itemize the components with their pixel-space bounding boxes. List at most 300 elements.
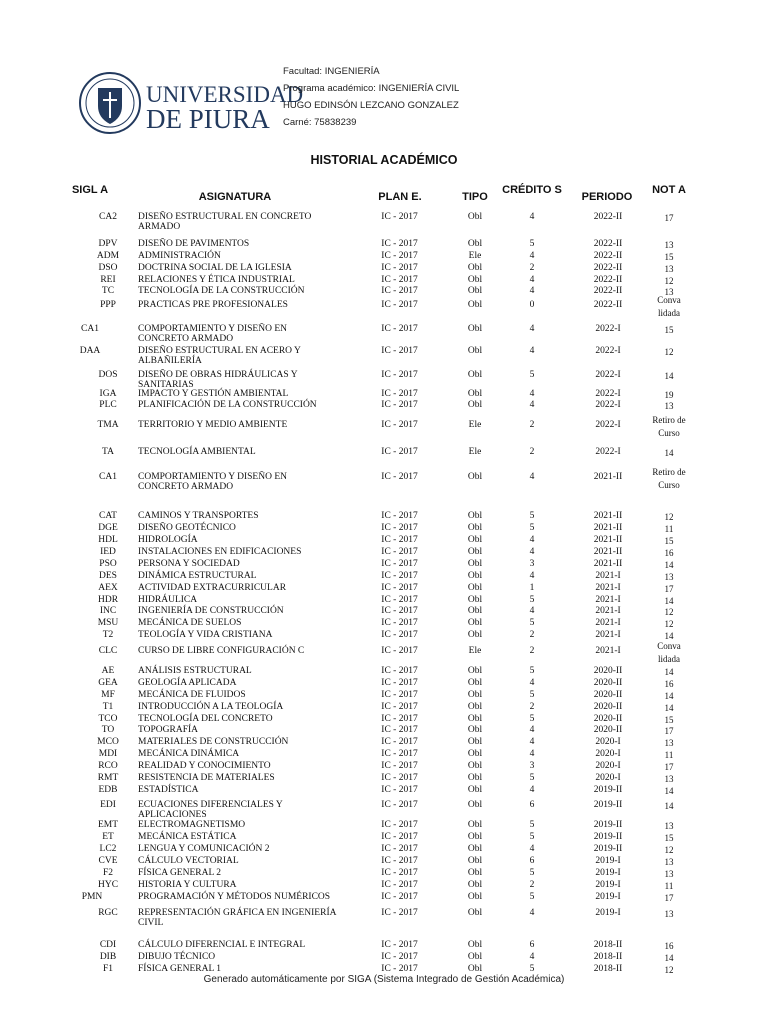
course-plan: IC - 2017 (381, 868, 418, 878)
course-period: 2019-I (595, 868, 621, 878)
course-name: CÁLCULO DIFERENCIAL E INTEGRAL (138, 940, 306, 950)
course-plan: IC - 2017 (381, 263, 418, 273)
course-plan: IC - 2017 (381, 286, 418, 296)
course-credits: 4 (529, 725, 535, 735)
course-period: 2021-II (593, 535, 623, 545)
course-code: CDI (99, 940, 117, 950)
course-credits: 2 (529, 880, 535, 890)
course-grade: 14 (664, 703, 674, 713)
course-credits: 5 (529, 511, 535, 521)
course-type: Obl (467, 212, 483, 222)
course-period: 2021-II (593, 472, 623, 482)
course-name: MATERIALES DE CONSTRUCCIÓN (138, 737, 289, 747)
course-name: MECÁNICA DE SUELOS (138, 618, 242, 628)
course-credits: 4 (529, 606, 535, 616)
student-id: Carné: 75838239 (283, 117, 357, 128)
course-type: Obl (467, 346, 483, 356)
course-grade: 14 (664, 667, 674, 677)
course-type: Obl (467, 749, 483, 759)
course-credits: 4 (529, 749, 535, 759)
course-grade: 15 (664, 715, 674, 725)
course-name: HIDROLOGÍA (138, 535, 198, 545)
course-name: DISEÑO ESTRUCTURAL EN ACERO Y ALBAÑILERÍA (138, 346, 301, 366)
course-period: 2020-II (593, 702, 623, 712)
course-plan: IC - 2017 (381, 856, 418, 866)
course-credits: 5 (529, 892, 535, 902)
course-period: 2020-II (593, 690, 623, 700)
course-period: 2020-I (595, 737, 621, 747)
course-plan: IC - 2017 (381, 618, 418, 628)
course-code: TO (101, 725, 115, 735)
course-grade: 14 (664, 560, 674, 570)
course-grade: 13 (664, 572, 674, 582)
course-grade: 13 (664, 240, 674, 250)
course-code: HYC (97, 880, 119, 890)
course-type: Obl (467, 737, 483, 747)
course-code: PSO (99, 559, 117, 569)
course-grade: 12 (664, 607, 674, 617)
course-code: DOS (98, 370, 118, 380)
course-plan: IC - 2017 (381, 880, 418, 890)
course-type: Obl (467, 400, 483, 410)
course-type: Obl (467, 761, 483, 771)
course-period: 2020-II (593, 725, 623, 735)
course-name: CURSO DE LIBRE CONFIGURACIÓN C (138, 646, 305, 656)
course-type: Obl (467, 964, 483, 974)
course-code: RCO (98, 761, 118, 771)
course-type: Obl (467, 630, 483, 640)
course-plan: IC - 2017 (381, 239, 418, 249)
course-plan: IC - 2017 (381, 389, 418, 399)
course-period: 2022-I (595, 346, 621, 356)
course-name: COMPORTAMIENTO Y DISEÑO EN CONCRETO ARMADO (138, 324, 287, 344)
course-name: DIBUJO TÉCNICO (138, 952, 216, 962)
course-grade: 14 (664, 631, 674, 641)
course-name: ESTADÍSTICA (138, 785, 199, 795)
course-credits: 2 (529, 447, 535, 457)
course-code: AEX (98, 583, 118, 593)
course-grade: 15 (664, 252, 674, 262)
course-period: 2022-II (593, 263, 623, 273)
course-credits: 5 (529, 714, 535, 724)
course-credits: 1 (529, 583, 535, 593)
course-credits: 4 (529, 389, 535, 399)
course-credits: 4 (529, 844, 535, 854)
course-type: Obl (467, 690, 483, 700)
course-plan: IC - 2017 (381, 472, 418, 482)
course-credits: 6 (529, 940, 535, 950)
course-code: TCO (98, 714, 118, 724)
course-type: Obl (467, 868, 483, 878)
course-grade: 12 (664, 512, 674, 522)
page-title: HISTORIAL ACADÉMICO (310, 153, 458, 167)
col-header-sigla: SIGL A (71, 184, 109, 196)
course-code: PLC (99, 400, 117, 410)
course-plan: IC - 2017 (381, 940, 418, 950)
course-period: 2022-II (593, 251, 623, 261)
course-name: MECÁNICA DINÁMICA (138, 749, 240, 759)
course-type: Obl (467, 844, 483, 854)
course-code: DAA (79, 346, 101, 356)
course-name: MECÁNICA DE FLUIDOS (138, 690, 246, 700)
course-type: Obl (467, 535, 483, 545)
course-code: EDI (100, 800, 116, 810)
course-plan: IC - 2017 (381, 300, 418, 310)
course-name: DISEÑO DE OBRAS HIDRÁULICAS Y SANITARIAS (138, 370, 298, 390)
course-code: MSU (97, 618, 119, 628)
course-credits: 4 (529, 678, 535, 688)
course-period: 2021-I (595, 646, 621, 656)
course-name: TERRITORIO Y MEDIO AMBIENTE (138, 420, 288, 430)
course-credits: 5 (529, 820, 535, 830)
course-grade: 13 (664, 287, 674, 297)
student-name: HUGO EDINSÓN LEZCANO GONZALEZ (283, 100, 459, 111)
course-grade: 13 (664, 401, 674, 411)
course-credits: 5 (529, 666, 535, 676)
course-type: Obl (467, 286, 483, 296)
course-period: 2022-II (593, 239, 623, 249)
course-grade: 11 (664, 750, 674, 760)
course-plan: IC - 2017 (381, 251, 418, 261)
course-name: GEOLOGÍA APLICADA (138, 678, 237, 688)
course-credits: 3 (529, 761, 535, 771)
course-credits: 4 (529, 547, 535, 557)
course-type: Obl (467, 263, 483, 273)
course-credits: 4 (529, 952, 535, 962)
course-name: MECÁNICA ESTÁTICA (138, 832, 237, 842)
course-period: 2022-I (595, 389, 621, 399)
course-plan: IC - 2017 (381, 547, 418, 557)
course-period: 2022-I (595, 447, 621, 457)
course-credits: 6 (529, 800, 535, 810)
course-grade: 13 (664, 909, 674, 919)
course-name: TEOLOGÍA Y VIDA CRISTIANA (138, 630, 273, 640)
course-credits: 4 (529, 251, 535, 261)
course-grade: 13 (664, 264, 674, 274)
course-plan: IC - 2017 (381, 785, 418, 795)
course-code: DIB (99, 952, 117, 962)
course-name: RESISTENCIA DE MATERIALES (138, 773, 275, 783)
course-credits: 4 (529, 785, 535, 795)
course-type: Ele (468, 646, 482, 656)
course-credits: 5 (529, 868, 535, 878)
course-grade: 16 (664, 679, 674, 689)
course-type: Obl (467, 702, 483, 712)
course-code: CA1 (81, 324, 99, 334)
course-code: MCO (97, 737, 119, 747)
course-credits: 0 (529, 300, 535, 310)
course-period: 2020-I (595, 761, 621, 771)
course-period: 2021-I (595, 618, 621, 628)
course-grade: 14 (664, 448, 674, 458)
course-code: HDR (97, 595, 119, 605)
course-period: 2021-I (595, 630, 621, 640)
course-credits: 4 (529, 212, 535, 222)
course-grade: 12 (664, 965, 674, 975)
course-plan: IC - 2017 (381, 324, 418, 334)
course-period: 2021-I (595, 595, 621, 605)
course-plan: IC - 2017 (381, 844, 418, 854)
course-credits: 5 (529, 595, 535, 605)
course-name: PLANIFICACIÓN DE LA CONSTRUCCIÓN (138, 400, 317, 410)
course-period: 2021-I (595, 571, 621, 581)
course-type: Obl (467, 300, 483, 310)
course-period: 2020-II (593, 678, 623, 688)
course-plan: IC - 2017 (381, 800, 418, 810)
course-period: 2022-II (593, 286, 623, 296)
course-credits: 4 (529, 535, 535, 545)
course-plan: IC - 2017 (381, 275, 418, 285)
course-grade: 17 (664, 762, 674, 772)
course-period: 2019-II (593, 832, 623, 842)
course-code: F1 (102, 964, 114, 974)
student-info (283, 63, 459, 131)
course-plan: IC - 2017 (381, 511, 418, 521)
course-grade: 16 (664, 941, 674, 951)
course-name: PRACTICAS PRE PROFESIONALES (138, 300, 288, 310)
course-grade: 14 (664, 801, 674, 811)
course-name: CAMINOS Y TRANSPORTES (138, 511, 259, 521)
course-code: CA1 (99, 472, 117, 482)
course-plan: IC - 2017 (381, 400, 418, 410)
course-period: 2022-I (595, 400, 621, 410)
course-grade: 14 (664, 691, 674, 701)
course-code: RGC (98, 908, 118, 918)
course-name: ANÁLISIS ESTRUCTURAL (138, 666, 252, 676)
course-grade: 14 (664, 953, 674, 963)
course-name: INTRODUCCIÓN A LA TEOLOGÍA (138, 702, 284, 712)
faculty-label: Facultad: INGENIERÍA (283, 66, 380, 77)
course-name: ECUACIONES DIFERENCIALES Y APLICACIONES (138, 800, 283, 820)
course-period: 2020-I (595, 773, 621, 783)
course-type: Obl (467, 666, 483, 676)
course-type: Obl (467, 908, 483, 918)
course-plan: IC - 2017 (381, 420, 418, 430)
course-grade: 13 (664, 869, 674, 879)
course-period: 2021-II (593, 547, 623, 557)
course-grade: 12 (664, 845, 674, 855)
course-type: Obl (467, 595, 483, 605)
university-logo (76, 68, 304, 138)
course-plan: IC - 2017 (381, 606, 418, 616)
course-name: DINÁMICA ESTRUCTURAL (138, 571, 257, 581)
course-type: Obl (467, 389, 483, 399)
course-credits: 4 (529, 908, 535, 918)
course-credits: 5 (529, 370, 535, 380)
course-plan: IC - 2017 (381, 725, 418, 735)
course-type: Obl (467, 547, 483, 557)
course-plan: IC - 2017 (381, 749, 418, 759)
footer-note: Generado automáticamente por SIGA (Sistema Integrado de Gestión Académica) (203, 974, 565, 985)
course-code: AE (101, 666, 115, 676)
university-seal-icon (76, 68, 304, 138)
course-credits: 5 (529, 618, 535, 628)
course-period: 2019-I (595, 880, 621, 890)
course-type: Obl (467, 618, 483, 628)
course-plan: IC - 2017 (381, 595, 418, 605)
course-code: TMA (97, 420, 119, 430)
course-code: DSO (98, 263, 118, 273)
course-period: 2022-II (593, 300, 623, 310)
course-type: Obl (467, 324, 483, 334)
course-grade: 17 (664, 584, 674, 594)
course-period: 2019-I (595, 892, 621, 902)
course-grade: Retiro de Curso (652, 467, 686, 490)
course-grade: 12 (664, 347, 674, 357)
course-type: Obl (467, 832, 483, 842)
course-name: HIDRÁULICA (138, 595, 198, 605)
course-credits: 3 (529, 559, 535, 569)
course-code: IGA (99, 389, 117, 399)
course-code: CLC (98, 646, 118, 656)
course-period: 2022-I (595, 324, 621, 334)
course-type: Obl (467, 952, 483, 962)
course-period: 2020-II (593, 666, 623, 676)
course-type: Ele (468, 447, 482, 457)
course-grade: Conva lidada (657, 641, 681, 664)
program-label: Programa académico: INGENIERÍA CIVIL (283, 83, 460, 94)
course-period: 2022-I (595, 420, 621, 430)
course-name: COMPORTAMIENTO Y DISEÑO EN CONCRETO ARMADO (138, 472, 287, 492)
course-credits: 2 (529, 420, 535, 430)
course-credits: 5 (529, 964, 535, 974)
course-name: IMPACTO Y GESTIÓN AMBIENTAL (138, 389, 289, 399)
course-plan: IC - 2017 (381, 646, 418, 656)
course-name: DOCTRINA SOCIAL DE LA IGLESIA (138, 263, 292, 273)
course-name: INGENIERÍA DE CONSTRUCCIÓN (138, 606, 284, 616)
course-grade: 13 (664, 738, 674, 748)
course-type: Obl (467, 511, 483, 521)
course-type: Obl (467, 559, 483, 569)
course-grade: 14 (664, 371, 674, 381)
course-credits: 5 (529, 239, 535, 249)
course-grade: 17 (664, 893, 674, 903)
course-grade: 11 (664, 524, 674, 534)
course-code: INC (99, 606, 117, 616)
course-type: Obl (467, 856, 483, 866)
course-credits: 2 (529, 630, 535, 640)
course-code: MF (101, 690, 115, 700)
course-code: EMT (97, 820, 119, 830)
col-header-periodo: PERIODO (581, 191, 633, 203)
course-code: T2 (102, 630, 114, 640)
course-grade: 13 (664, 774, 674, 784)
course-period: 2019-II (593, 820, 623, 830)
course-period: 2021-II (593, 523, 623, 533)
course-period: 2022-II (593, 275, 623, 285)
course-credits: 4 (529, 324, 535, 334)
course-type: Obl (467, 523, 483, 533)
course-name: DISEÑO ESTRUCTURAL EN CONCRETO ARMADO (138, 212, 312, 232)
course-credits: 4 (529, 286, 535, 296)
course-type: Obl (467, 892, 483, 902)
course-grade: 12 (664, 619, 674, 629)
course-plan: IC - 2017 (381, 820, 418, 830)
course-grade: 12 (664, 276, 674, 286)
course-period: 2019-II (593, 785, 623, 795)
logo-text-2: DE PIURA (146, 104, 270, 134)
course-type: Ele (468, 420, 482, 430)
course-type: Obl (467, 725, 483, 735)
course-grade: Retiro de Curso (652, 415, 686, 438)
course-grade: 17 (664, 213, 674, 223)
course-code: T1 (102, 702, 114, 712)
course-grade: 15 (664, 536, 674, 546)
course-name: DISEÑO GEOTÉCNICO (138, 523, 236, 533)
course-plan: IC - 2017 (381, 892, 418, 902)
course-type: Ele (468, 251, 482, 261)
course-name: ADMINISTRACIÓN (138, 251, 221, 261)
course-grade: 11 (664, 881, 674, 891)
course-name: HISTORIA Y CULTURA (138, 880, 237, 890)
course-period: 2020-I (595, 749, 621, 759)
course-name: TECNOLOGÍA AMBIENTAL (138, 447, 256, 457)
course-name: RELACIONES Y ÉTICA INDUSTRIAL (138, 275, 295, 285)
course-credits: 2 (529, 263, 535, 273)
course-code: PMN (81, 892, 103, 902)
col-header-asignatura: ASIGNATURA (198, 191, 272, 203)
course-type: Obl (467, 472, 483, 482)
course-credits: 4 (529, 737, 535, 747)
course-credits: 6 (529, 856, 535, 866)
course-credits: 4 (529, 346, 535, 356)
course-code: DGE (98, 523, 118, 533)
course-grade: 13 (664, 857, 674, 867)
course-type: Obl (467, 606, 483, 616)
course-name: DISEÑO DE PAVIMENTOS (138, 239, 250, 249)
course-name: CÁLCULO VECTORIAL (138, 856, 239, 866)
col-header-nota: NOT A (652, 184, 686, 196)
course-name: PROGRAMACIÓN Y MÉTODOS NUMÉRICOS (138, 892, 331, 902)
course-name: FÍSICA GENERAL 2 (138, 868, 222, 878)
course-plan: IC - 2017 (381, 523, 418, 533)
course-plan: IC - 2017 (381, 737, 418, 747)
course-credits: 5 (529, 832, 535, 842)
course-name: REPRESENTACIÓN GRÁFICA EN INGENIERÍA CIVIL (138, 908, 336, 928)
course-name: LENGUA Y COMUNICACIÓN 2 (138, 844, 270, 854)
course-grade: 17 (664, 726, 674, 736)
course-type: Obl (467, 785, 483, 795)
course-code: IED (100, 547, 116, 557)
course-name: TECNOLOGÍA DEL CONCRETO (138, 714, 273, 724)
course-credits: 2 (529, 646, 535, 656)
course-credits: 5 (529, 690, 535, 700)
course-type: Obl (467, 571, 483, 581)
course-plan: IC - 2017 (381, 952, 418, 962)
course-plan: IC - 2017 (381, 535, 418, 545)
course-period: 2018-II (593, 952, 623, 962)
course-credits: 4 (529, 400, 535, 410)
course-plan: IC - 2017 (381, 964, 418, 974)
course-period: 2019-I (595, 908, 621, 918)
course-code: MDI (98, 749, 118, 759)
course-period: 2018-II (593, 964, 623, 974)
col-header-tipo: TIPO (462, 191, 488, 203)
course-grade: 14 (664, 596, 674, 606)
course-name: INSTALACIONES EN EDIFICACIONES (138, 547, 302, 557)
course-code: ET (102, 832, 114, 842)
course-code: TC (101, 286, 115, 296)
course-code: CA2 (99, 212, 117, 222)
course-code: LC2 (99, 844, 117, 854)
course-period: 2019-II (593, 844, 623, 854)
course-period: 2021-II (593, 559, 623, 569)
course-period: 2021-I (595, 583, 621, 593)
course-plan: IC - 2017 (381, 702, 418, 712)
course-grade: 16 (664, 548, 674, 558)
course-period: 2020-II (593, 714, 623, 724)
course-name: TOPOGRAFÍA (138, 725, 199, 735)
